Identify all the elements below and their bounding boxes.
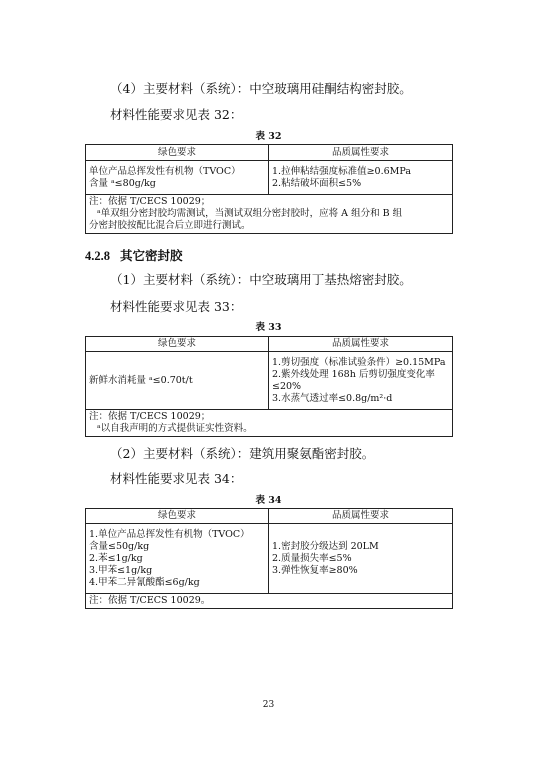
cell-line: 2.粘结破坏面积≤5% xyxy=(272,177,362,189)
note-line: 分密封胶按配比混合后立即进行测试。 xyxy=(89,220,251,231)
green-requirement-cell xyxy=(86,352,269,410)
note-line: 注：依据 T/CECS 10029； xyxy=(89,411,211,422)
cell-line: 3.弹性恢复率≥80% xyxy=(272,564,358,576)
note-line: 注：依据 T/CECS 10029； xyxy=(89,196,211,207)
spec-table-34 xyxy=(85,508,453,609)
green-requirement-cell xyxy=(86,524,269,594)
column-header-green: 绿色要求 xyxy=(86,337,269,352)
cell-line: 2.紫外线处理 168h 后剪切强度变化率 xyxy=(272,368,435,380)
column-header-green: 绿色要求 xyxy=(86,509,269,524)
section-title: 其它密封胶 xyxy=(120,248,183,263)
column-header-quality: 品质属性要求 xyxy=(269,145,453,161)
column-header-quality: 品质属性要求 xyxy=(269,337,453,352)
material-system-line: （1）主要材料（系统）：中空玻璃用丁基热熔密封胶。 xyxy=(110,272,412,287)
material-system-line: （2）主要材料（系统）：建筑用聚氨酯密封胶。 xyxy=(110,446,375,461)
cell-line: 含量≤50g/kg xyxy=(89,540,150,552)
cell-line: ≤20% xyxy=(272,380,302,392)
cell-line: 1.拉伸粘结强度标准值≥0.6MPa xyxy=(272,165,411,177)
note-line: 注：依据 T/CECS 10029。 xyxy=(89,595,211,606)
requirement-reference-line: 材料性能要求见表 33： xyxy=(110,299,243,314)
column-header-green: 绿色要求 xyxy=(86,145,269,161)
cell-line: 2.苯≤1g/kg xyxy=(89,552,143,564)
section-heading xyxy=(85,248,183,264)
cell-line: 1.密封胶分级达到 20LM xyxy=(272,540,379,552)
note-line: ᵃ以自我声明的方式提供证实性资料。 xyxy=(97,423,253,434)
requirement-reference-line: 材料性能要求见表 32： xyxy=(110,107,243,122)
section-number: 4.2.8 xyxy=(85,249,110,263)
cell-line: 含量 ᵃ≤80g/kg xyxy=(89,177,156,189)
cell-line: 3.水蒸气透过率≤0.8g/m²·d xyxy=(272,392,393,404)
quality-requirement-cell xyxy=(269,161,453,195)
cell-line: 4.甲苯二异氰酸酯≤6g/kg xyxy=(89,576,200,588)
table-caption: 表 34 xyxy=(255,495,282,506)
table-note xyxy=(86,410,453,437)
cell-line: 单位产品总挥发性有机物（TVOC） xyxy=(89,165,241,177)
quality-requirement-cell xyxy=(269,524,453,594)
spec-table-33 xyxy=(85,336,453,437)
cell-line: 新鲜水消耗量 ᵃ≤0.70t/t xyxy=(89,374,193,386)
cell-line: 2.质量损失率≤5% xyxy=(272,552,352,564)
material-system-line: （4）主要材料（系统）：中空玻璃用硅酮结构密封胶。 xyxy=(110,81,412,96)
requirement-reference-line: 材料性能要求见表 34： xyxy=(110,471,243,486)
column-header-quality: 品质属性要求 xyxy=(269,509,453,524)
table-note xyxy=(86,195,453,234)
cell-line: 1.剪切强度（标准试验条件）≥0.15MPa xyxy=(272,356,446,368)
green-requirement-cell xyxy=(86,161,269,195)
table-caption: 表 33 xyxy=(255,322,282,333)
table-caption: 表 32 xyxy=(255,131,282,142)
page-number: 23 xyxy=(262,700,275,710)
quality-requirement-cell xyxy=(269,352,453,410)
cell-line: 3.甲苯≤1g/kg xyxy=(89,564,153,576)
cell-line: 1.单位产品总挥发性有机物（TVOC） xyxy=(89,528,250,540)
spec-table-32 xyxy=(85,144,453,234)
table-note xyxy=(86,594,453,609)
note-line: ᵃ单双组分密封胶均需测试，当测试双组分密封胶时，应将 A 组分和 B 组 xyxy=(97,208,403,219)
